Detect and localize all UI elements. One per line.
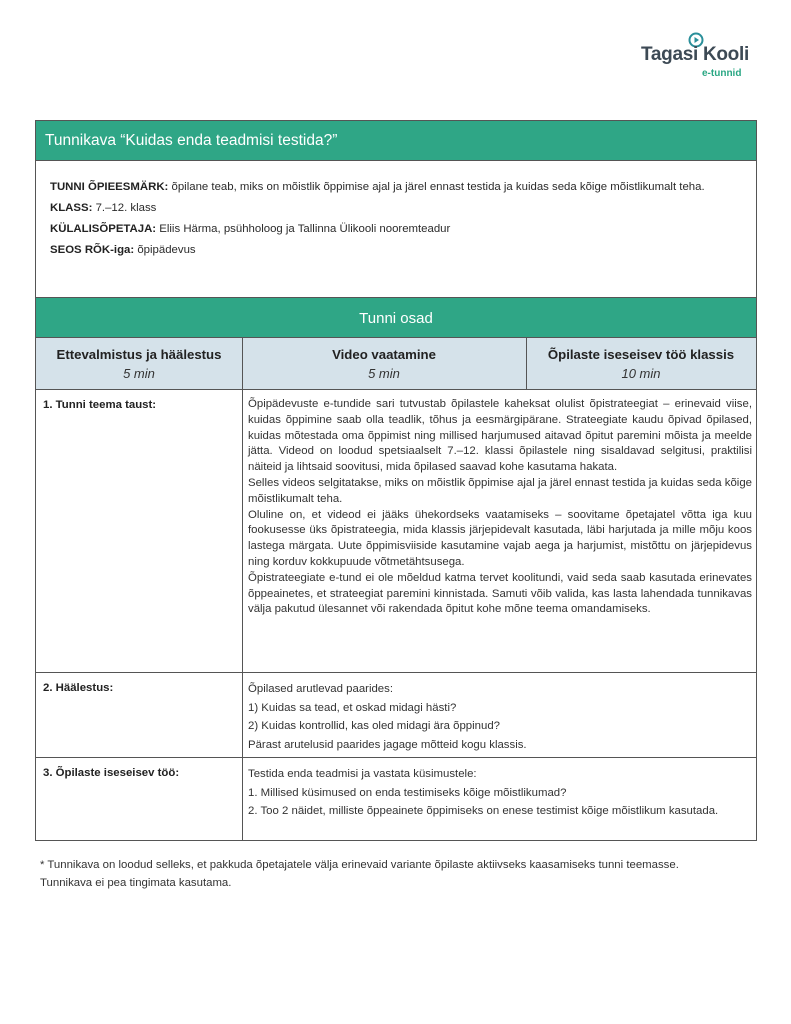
row-body xyxy=(248,397,752,618)
info-label: KLASS: xyxy=(50,202,93,214)
info-label: SEOS RÕK-iga: xyxy=(50,244,135,256)
text-line: Testida enda teadmisi ja vastata küsimustele: xyxy=(248,768,477,780)
phase-name: Video vaatamine xyxy=(332,347,436,362)
phase-name: Ettevalmistus ja häälestus xyxy=(56,347,222,362)
divider xyxy=(242,758,243,840)
info-value: 7.–12. klass xyxy=(92,202,157,214)
phase-independent-work xyxy=(526,338,756,389)
phase-time: 5 min xyxy=(368,366,400,381)
text-line: 2) Kuidas kontrollid, kas oled midagi ära õppinud? xyxy=(248,720,501,733)
phase-name: Õpilaste iseseisev töö klassis xyxy=(547,347,735,362)
phase-preparation xyxy=(36,338,242,389)
text-line: 1. Millised küsimused on enda testimiseks kõige mõistlikumad? xyxy=(248,786,567,799)
tagasi-kooli-logo xyxy=(641,30,751,80)
lesson-plan-title: Tunnikava “Kuidas enda teadmisi testida?” xyxy=(36,121,756,161)
info-class xyxy=(50,198,740,219)
info-value: Eliis Härma, psühholoog ja Tallinna Ülikooli nooremteadur xyxy=(156,223,451,235)
info-guest-teacher xyxy=(50,219,740,240)
lesson-plan-table xyxy=(35,120,757,841)
info-curriculum-link xyxy=(50,240,740,261)
lesson-info xyxy=(50,177,740,261)
section-title: Tunni osad xyxy=(36,297,756,338)
divider xyxy=(242,390,243,672)
logo-name: Tagasi Kooli xyxy=(641,44,749,65)
divider xyxy=(242,673,243,757)
row-body xyxy=(248,680,752,754)
phase-time: 10 min xyxy=(621,366,661,381)
info-label: KÜLALISÕPETAJA: xyxy=(50,223,157,235)
paragraph: Oluline on, et videod ei jääks ühekordseks vaatamiseks – soovitame õpetajatel võtta iga kuu fookusesse üks õpistrateegia, mida klassis järjepidevalt kasutada, läbi harjutada ja mille mõju koos lastega märgata. Uute õppimisviiside kasutamine vajab aega ja harjumist, mistõttu on järjepidevus ning korduv kokkupuude võtmetähtsusega. xyxy=(248,508,752,568)
text-line: Õpilased arutlevad paarides: xyxy=(248,683,394,695)
row-topic-background xyxy=(36,390,756,673)
text-line: 2. Too 2 näidet, milliste õppeainete õppimiseks on enese testimist kõige mõistlikum kasutada. xyxy=(248,805,719,818)
phase-video xyxy=(242,338,526,389)
row-label: 3. Õpilaste iseseisev töö: xyxy=(43,767,180,779)
divider xyxy=(526,338,527,389)
footnote: * Tunnikava on loodud selleks, et pakkuda õpetajatele välja erinevaid variante õpilaste aktiivseks kaasamiseks tunni teemasse. Tunnikava ei pea tingimata kasutama. xyxy=(40,859,679,889)
row-warmup xyxy=(36,673,756,758)
paragraph: Õpipädevuste e-tundide sari tutvustab õpilastele kaheksat olulist õpistrateegiat – erinevaid viise, kuidas õppimine saab olla teadlik, tõhus ja eesmärgipärane. Strateegiate kaudu õpivad õpilased, kuidas mõtestada oma õppimist ning millised harjumused aitavad õpitut paremini mõista ja meelde jätta. Videod on loodud spetsiaalselt 7.–12. klassi õpilastele ning sisaldavad selgitusi, praktilisi näiteid ja lihtsaid soovitusi, mida õpilased saavad kohe kasutama hakata. xyxy=(248,398,752,474)
logo-subtitle: e-tunnid xyxy=(702,68,742,79)
row-body xyxy=(248,765,752,821)
text-line: 1) Kuidas sa tead, et oskad midagi hästi? xyxy=(248,701,457,714)
paragraph: Selles videos selgitatakse, miks on mõistlik õppimise ajal ja järel ennast testida ja kuidas seda kõige mõistlikumalt teha. xyxy=(248,476,752,505)
info-value: õpilane teab, miks on mõistlik õppimise ajal ja järel ennast testida ja kuidas seda kõige mõistlikumalt teha. xyxy=(168,181,705,193)
info-value: õpipädevus xyxy=(134,244,196,256)
info-label: TUNNI ÕPIEESMÄRK: xyxy=(50,181,169,193)
text-line: Pärast arutelusid paarides jagage mõtteid kogu klassis. xyxy=(248,738,527,751)
phase-time: 5 min xyxy=(123,366,155,381)
info-goal xyxy=(50,177,740,198)
row-independent-work xyxy=(36,758,756,840)
row-label: 2. Häälestus: xyxy=(43,682,114,694)
phase-header-row xyxy=(36,338,756,390)
divider xyxy=(242,338,243,389)
row-label: 1. Tunni teema taust: xyxy=(43,399,157,411)
paragraph: Õpistrateegiate e-tund ei ole mõeldud katma tervet koolitundi, vaid seda saab kasutada erinevates õppeainetes, et strateegiat paremini kinnistada. Samuti võib valida, kas lasta lahendada tunnikavas välja pakutud ülesannet või rakendada õpitut kohe mõne teema omandamiseks. xyxy=(248,571,752,616)
